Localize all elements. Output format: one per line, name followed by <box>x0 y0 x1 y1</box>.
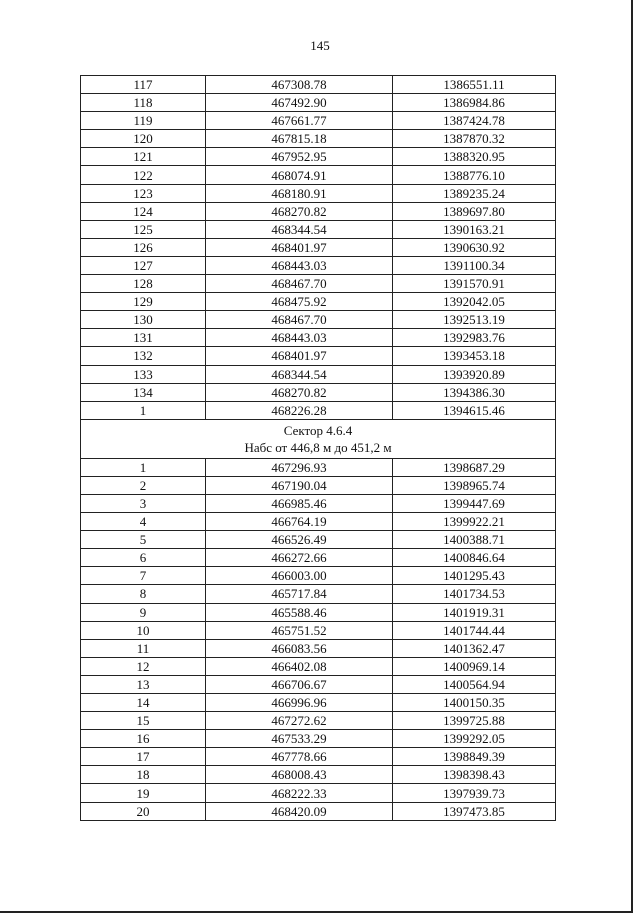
x-coordinate-cell: 468180.91 <box>206 184 393 202</box>
x-coordinate-cell: 467492.90 <box>206 94 393 112</box>
x-coordinate-cell: 468344.54 <box>206 220 393 238</box>
y-coordinate-cell: 1400969.14 <box>393 657 556 675</box>
x-coordinate-cell: 468467.70 <box>206 311 393 329</box>
x-coordinate-cell: 468475.92 <box>206 293 393 311</box>
y-coordinate-cell: 1392042.05 <box>393 293 556 311</box>
table-row <box>81 94 556 112</box>
point-number-cell: 132 <box>81 347 206 365</box>
page-number: 145 <box>310 38 330 53</box>
x-coordinate-cell: 466706.67 <box>206 675 393 693</box>
x-coordinate-cell: 467952.95 <box>206 148 393 166</box>
point-number-cell: 124 <box>81 202 206 220</box>
point-number-cell: 11 <box>81 639 206 657</box>
y-coordinate-cell: 1401919.31 <box>393 603 556 621</box>
point-number-cell: 13 <box>81 675 206 693</box>
x-coordinate-cell: 466402.08 <box>206 657 393 675</box>
table-row <box>81 458 556 476</box>
table-row <box>81 202 556 220</box>
x-coordinate-cell: 466003.00 <box>206 567 393 585</box>
coordinates-group-b <box>81 458 556 820</box>
point-number-cell: 1 <box>81 401 206 419</box>
point-number-cell: 14 <box>81 694 206 712</box>
point-number-cell: 117 <box>81 76 206 94</box>
x-coordinate-cell: 468467.70 <box>206 275 393 293</box>
point-number-cell: 127 <box>81 256 206 274</box>
point-number-cell: 6 <box>81 549 206 567</box>
point-number-cell: 123 <box>81 184 206 202</box>
x-coordinate-cell: 468401.97 <box>206 238 393 256</box>
table-row <box>81 401 556 419</box>
y-coordinate-cell: 1398398.43 <box>393 766 556 784</box>
x-coordinate-cell: 468226.28 <box>206 401 393 419</box>
x-coordinate-cell: 468222.33 <box>206 784 393 802</box>
y-coordinate-cell: 1390163.21 <box>393 220 556 238</box>
y-coordinate-cell: 1388776.10 <box>393 166 556 184</box>
y-coordinate-cell: 1400564.94 <box>393 675 556 693</box>
x-coordinate-cell: 468420.09 <box>206 802 393 820</box>
point-number-cell: 10 <box>81 621 206 639</box>
x-coordinate-cell: 465717.84 <box>206 585 393 603</box>
y-coordinate-cell: 1400846.64 <box>393 549 556 567</box>
table-row <box>81 238 556 256</box>
table-row <box>81 748 556 766</box>
x-coordinate-cell: 466996.96 <box>206 694 393 712</box>
x-coordinate-cell: 466764.19 <box>206 513 393 531</box>
y-coordinate-cell: 1386984.86 <box>393 94 556 112</box>
table-row <box>81 76 556 94</box>
y-coordinate-cell: 1397473.85 <box>393 802 556 820</box>
y-coordinate-cell: 1392513.19 <box>393 311 556 329</box>
x-coordinate-cell: 466083.56 <box>206 639 393 657</box>
table-row <box>81 766 556 784</box>
y-coordinate-cell: 1391570.91 <box>393 275 556 293</box>
y-coordinate-cell: 1389697.80 <box>393 202 556 220</box>
sector-header-row <box>81 419 556 458</box>
point-number-cell: 7 <box>81 567 206 585</box>
point-number-cell: 15 <box>81 712 206 730</box>
point-number-cell: 12 <box>81 657 206 675</box>
x-coordinate-cell: 466526.49 <box>206 531 393 549</box>
table-row <box>81 347 556 365</box>
y-coordinate-cell: 1389235.24 <box>393 184 556 202</box>
table-row <box>81 513 556 531</box>
y-coordinate-cell: 1397939.73 <box>393 784 556 802</box>
table-row <box>81 621 556 639</box>
y-coordinate-cell: 1400388.71 <box>393 531 556 549</box>
y-coordinate-cell: 1394615.46 <box>393 401 556 419</box>
x-coordinate-cell: 467190.04 <box>206 476 393 494</box>
x-coordinate-cell: 466272.66 <box>206 549 393 567</box>
sector-header-group <box>81 419 556 458</box>
point-number-cell: 119 <box>81 112 206 130</box>
table-row <box>81 184 556 202</box>
table-row <box>81 112 556 130</box>
y-coordinate-cell: 1398687.29 <box>393 458 556 476</box>
y-coordinate-cell: 1401734.53 <box>393 585 556 603</box>
y-coordinate-cell: 1386551.11 <box>393 76 556 94</box>
y-coordinate-cell: 1401362.47 <box>393 639 556 657</box>
point-number-cell: 5 <box>81 531 206 549</box>
table-row <box>81 148 556 166</box>
point-number-cell: 20 <box>81 802 206 820</box>
x-coordinate-cell: 468443.03 <box>206 256 393 274</box>
table-row <box>81 311 556 329</box>
x-coordinate-cell: 465751.52 <box>206 621 393 639</box>
y-coordinate-cell: 1401295.43 <box>393 567 556 585</box>
point-number-cell: 8 <box>81 585 206 603</box>
x-coordinate-cell: 468401.97 <box>206 347 393 365</box>
point-number-cell: 128 <box>81 275 206 293</box>
sector-title: Сектор 4.6.4 <box>283 422 353 438</box>
table-row <box>81 603 556 621</box>
table-row <box>81 549 556 567</box>
table-row <box>81 694 556 712</box>
x-coordinate-cell: 466985.46 <box>206 494 393 512</box>
point-number-cell: 122 <box>81 166 206 184</box>
point-number-cell: 133 <box>81 365 206 383</box>
point-number-cell: 118 <box>81 94 206 112</box>
table-row <box>81 585 556 603</box>
x-coordinate-cell: 468074.91 <box>206 166 393 184</box>
table-row <box>81 802 556 820</box>
coordinates-group-a <box>81 76 556 420</box>
x-coordinate-cell: 468008.43 <box>206 766 393 784</box>
y-coordinate-cell: 1398849.39 <box>393 748 556 766</box>
y-coordinate-cell: 1393920.89 <box>393 365 556 383</box>
y-coordinate-cell: 1387424.78 <box>393 112 556 130</box>
point-number-cell: 2 <box>81 476 206 494</box>
point-number-cell: 131 <box>81 329 206 347</box>
x-coordinate-cell: 468344.54 <box>206 365 393 383</box>
table-row <box>81 275 556 293</box>
table-row <box>81 293 556 311</box>
point-number-cell: 126 <box>81 238 206 256</box>
x-coordinate-cell: 467533.29 <box>206 730 393 748</box>
table-row <box>81 657 556 675</box>
table-row <box>81 730 556 748</box>
x-coordinate-cell: 468270.82 <box>206 383 393 401</box>
point-number-cell: 4 <box>81 513 206 531</box>
x-coordinate-cell: 467661.77 <box>206 112 393 130</box>
point-number-cell: 17 <box>81 748 206 766</box>
point-number-cell: 19 <box>81 784 206 802</box>
x-coordinate-cell: 467308.78 <box>206 76 393 94</box>
x-coordinate-cell: 468443.03 <box>206 329 393 347</box>
point-number-cell: 125 <box>81 220 206 238</box>
x-coordinate-cell: 465588.46 <box>206 603 393 621</box>
y-coordinate-cell: 1390630.92 <box>393 238 556 256</box>
table-row <box>81 365 556 383</box>
y-coordinate-cell: 1399725.88 <box>393 712 556 730</box>
x-coordinate-cell: 467296.93 <box>206 458 393 476</box>
table-row <box>81 220 556 238</box>
x-coordinate-cell: 467272.62 <box>206 712 393 730</box>
table-row <box>81 494 556 512</box>
table-row <box>81 256 556 274</box>
y-coordinate-cell: 1393453.18 <box>393 347 556 365</box>
table-row <box>81 567 556 585</box>
y-coordinate-cell: 1399292.05 <box>393 730 556 748</box>
point-number-cell: 121 <box>81 148 206 166</box>
y-coordinate-cell: 1399447.69 <box>393 494 556 512</box>
x-coordinate-cell: 468270.82 <box>206 202 393 220</box>
sector-subtitle: Набс от 446,8 м до 451,2 м <box>244 439 392 455</box>
y-coordinate-cell: 1391100.34 <box>393 256 556 274</box>
y-coordinate-cell: 1400150.35 <box>393 694 556 712</box>
y-coordinate-cell: 1398965.74 <box>393 476 556 494</box>
table-row <box>81 675 556 693</box>
table-row <box>81 712 556 730</box>
point-number-cell: 16 <box>81 730 206 748</box>
sector-header-cell <box>81 419 556 458</box>
table-row <box>81 329 556 347</box>
point-number-cell: 3 <box>81 494 206 512</box>
y-coordinate-cell: 1388320.95 <box>393 148 556 166</box>
point-number-cell: 134 <box>81 383 206 401</box>
point-number-cell: 9 <box>81 603 206 621</box>
table-row <box>81 383 556 401</box>
table-row <box>81 639 556 657</box>
y-coordinate-cell: 1387870.32 <box>393 130 556 148</box>
x-coordinate-cell: 467815.18 <box>206 130 393 148</box>
point-number-cell: 18 <box>81 766 206 784</box>
table-row <box>81 476 556 494</box>
point-number-cell: 1 <box>81 458 206 476</box>
point-number-cell: 130 <box>81 311 206 329</box>
y-coordinate-cell: 1401744.44 <box>393 621 556 639</box>
y-coordinate-cell: 1392983.76 <box>393 329 556 347</box>
x-coordinate-cell: 467778.66 <box>206 748 393 766</box>
y-coordinate-cell: 1399922.21 <box>393 513 556 531</box>
table-row <box>81 784 556 802</box>
point-number-cell: 129 <box>81 293 206 311</box>
table-row <box>81 130 556 148</box>
coordinates-table <box>80 75 556 821</box>
point-number-cell: 120 <box>81 130 206 148</box>
table-row <box>81 166 556 184</box>
y-coordinate-cell: 1394386.30 <box>393 383 556 401</box>
table-row <box>81 531 556 549</box>
